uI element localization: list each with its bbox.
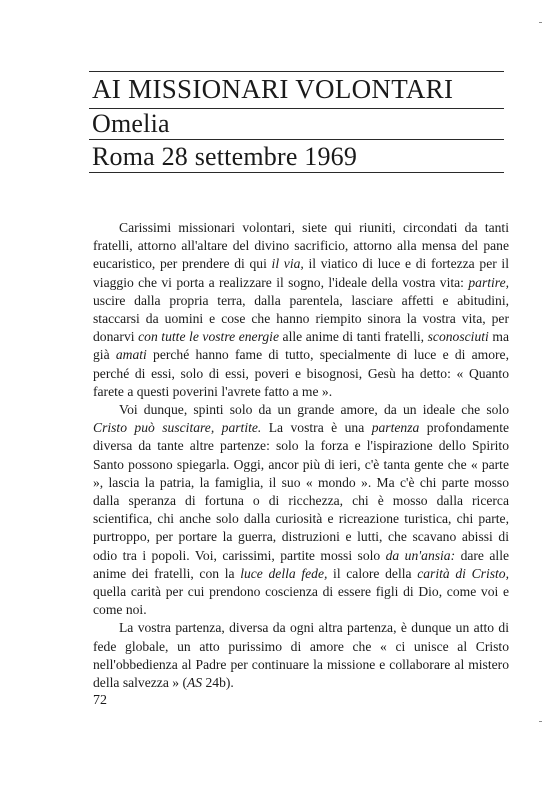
italic-text: da un'ansia: [385, 547, 456, 563]
text-run: profondamente diversa da tante altre partenze: solo la forza e l'ispirazione dello Spirito Santo possono spiegarla. Oggi, ancor più di ieri, c'è tanta gente che « parte », lascia la patria, la famiglia, il suo « mondo ». Ma c'è chi parte mosso dalla speranza di fortuna o di ricchezza, chi è mosso dalla ricerca scientifica, chi anche solo dalla curiosità e ricreazione turistica, chi parte, purtroppo, per portare la guerra, distruzioni e lutti, che scavano abissi di odio tra i popoli. Voi, carissimi, partite mossi solo [93, 420, 509, 563]
text-run: alle anime di tanti fratelli, [278, 329, 428, 345]
italic-text: sconosciuti [427, 329, 489, 345]
italic-text: luce della fede, [240, 565, 328, 581]
page-title: AI MISSIONARI VOLONTARI [92, 74, 454, 104]
italic-text: Cristo può suscitare, partite. [93, 420, 262, 436]
text-run: uscire dalla propria terra, dalla parentela, lasciare affetti e abitudini, staccarsi da uomini e cose che hanno riempito sinora la vostra vita, per donarvi [93, 292, 509, 345]
paragraph-3 [93, 619, 509, 692]
italic-text: partenza [371, 420, 420, 436]
homily-text [93, 219, 509, 692]
text-run: quella carità per cui prendono coscienza di essere figli di Dio, come voi e come noi. [93, 584, 509, 618]
text-run: il viatico di luce e di fortezza per il viaggio che vi porta a realizzare il sogno, l'ideale della vostra vita: [93, 256, 509, 290]
scan-speck [539, 22, 542, 23]
text-run: Voi dunque, spinti solo da un grande amore, da un ideale che solo [119, 402, 509, 418]
place-date: Roma 28 settembre 1969 [92, 142, 358, 171]
italic-text: amati [115, 347, 147, 363]
bottom-rule [89, 172, 504, 173]
text-run: La vostra partenza, diversa da ogni altra partenza, è dunque un atto di fede globale, un atto purissimo di amore che « ci unisce al Cristo nell'obbedienza al Padre per continuare la missione e collaborare al mistero della salvezza » ( [93, 620, 509, 691]
paragraph-2 [93, 401, 509, 619]
page-number: 72 [93, 693, 107, 708]
text-run: perché hanno fame di tutto, specialmente di luce e di amore, perché di essi, solo di essi, poveri e bisognosi, Gesù ha detto: « Quanto farete a questi poverini l'avrete fatto a me ». [93, 347, 509, 399]
text-run: dare alle anime dei fratelli, con la [93, 547, 510, 581]
italic-text: carità di Cristo, [417, 565, 509, 581]
text-run: Carissimi missionari volontari, siete qui riuniti, circondati da tanti fratelli, attorno all'altare del divino sacrificio, attorno alla mensa del pane eucaristico, per prendere di qui [93, 220, 509, 272]
page-subtitle: Omelia [92, 109, 170, 138]
italic-text: con tutte le vostre energie [138, 329, 279, 345]
scan-speck [539, 721, 542, 722]
italic-text: il via, [271, 256, 304, 272]
text-run: ma già [93, 329, 509, 363]
text-run: La vostra è una [261, 420, 372, 436]
text-run: 24b). [202, 675, 234, 691]
paragraph-1 [93, 219, 509, 401]
italic-text: partire, [468, 274, 509, 290]
italic-text: AS [186, 675, 203, 691]
text-run: il calore della [327, 565, 418, 581]
subtitle-rule [89, 139, 504, 140]
